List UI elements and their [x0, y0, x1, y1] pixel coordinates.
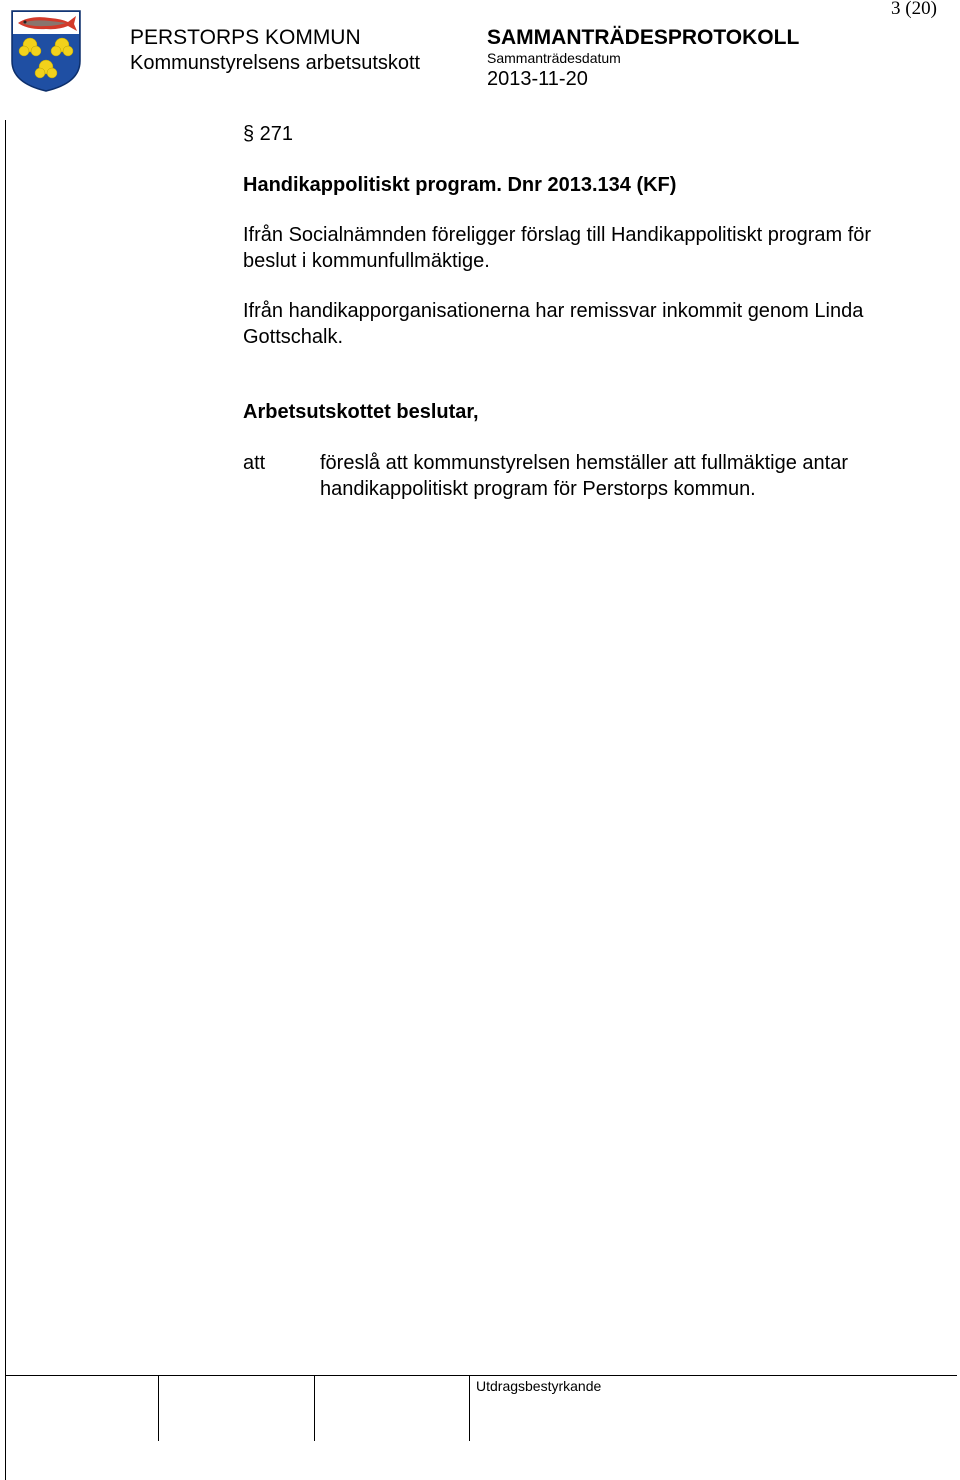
committee-name: Kommunstyrelsens arbetsutskott	[130, 52, 421, 74]
footer-cell-divider	[314, 1375, 315, 1441]
decision-heading: Arbetsutskottet beslutar,	[243, 401, 479, 423]
certification-label: Utdragsbestyrkande	[476, 1378, 602, 1394]
date-label: Sammanträdesdatum	[487, 50, 621, 66]
decision-text: föreslå att kommunstyrelsen hemställer att fullmäktige antar handikappolitiskt program för Perstorps kommun.	[320, 452, 848, 500]
footer-cell-divider	[158, 1375, 159, 1441]
footer-cell-divider	[469, 1375, 470, 1441]
page-number: 3 (20)	[891, 0, 937, 19]
coat-of-arms-icon	[10, 9, 82, 93]
paragraph: Ifrån handikapporganisationerna har remissvar inkommit genom Linda Gottschalk.	[243, 300, 864, 348]
footer-cell-divider	[5, 1375, 6, 1480]
item-heading: Handikappolitiskt program. Dnr 2013.134 (KF)	[243, 174, 677, 196]
meeting-date: 2013-11-20	[487, 68, 588, 90]
document-title: SAMMANTRÄDESPROTOKOLL	[487, 26, 800, 49]
organization-name: PERSTORPS KOMMUN	[130, 26, 361, 49]
decision-label: att	[243, 452, 266, 474]
left-margin-line	[5, 120, 6, 1375]
footer-top-line	[5, 1375, 957, 1376]
paragraph: Ifrån Socialnämnden föreligger förslag till Handikappolitiskt program för beslut i kommunfullmäktige.	[243, 224, 872, 272]
section-number: § 271	[243, 123, 294, 145]
